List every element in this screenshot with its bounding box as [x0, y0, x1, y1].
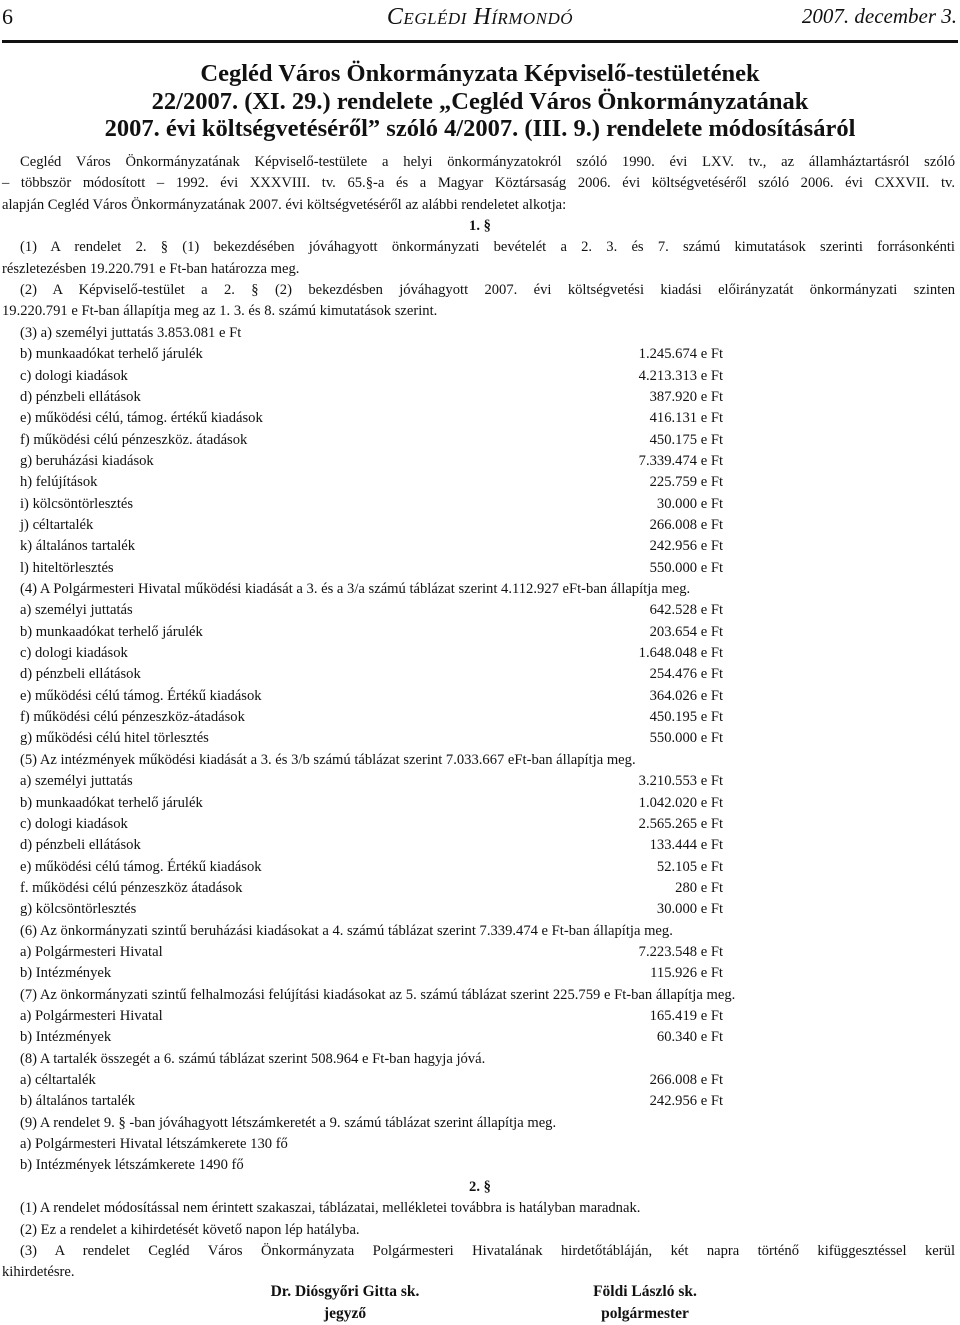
item-amount: 266.008 e Ft [649, 1072, 723, 1089]
line-text: b) Intézmények létszámkerete 1490 fő [20, 1157, 244, 1174]
line-text: (2) A Képviselő-testület a 2. § (2) bekezdésben jóváhagyott 2007. évi költségvetési kiadási előirányzatát önkormányzati szinten [20, 282, 955, 299]
item-label: e) működési célú támog. Értékű kiadások [20, 687, 262, 704]
text-line [20, 985, 955, 1006]
budget-item [20, 835, 723, 856]
item-amount: 1.042.020 e Ft [638, 794, 723, 811]
item-label: a) személyi juttatás [20, 773, 133, 790]
budget-item [20, 558, 723, 579]
text-line [20, 152, 955, 173]
text-line [20, 1198, 955, 1219]
budget-item [20, 536, 723, 557]
masthead: Ceglédi Hírmondó [386, 4, 574, 30]
item-label: c) dologi kiadások [20, 367, 128, 384]
item-amount: 280 e Ft [675, 879, 723, 896]
budget-item [20, 387, 723, 408]
budget-item [20, 643, 723, 664]
item-label: b) munkaadókat terhelő járulék [20, 346, 203, 363]
budget-item [20, 963, 723, 984]
line-text: (3) A rendelet Cegléd Város Önkormányzata Polgármesteri Hivatalának hirdetőtábláján, két napra történő kifüggesztéssel kerül [20, 1242, 955, 1259]
item-label: h) felújítások [20, 474, 98, 491]
section-heading [0, 216, 960, 237]
item-label: f) működési célú pénzeszköz. átadások [20, 431, 248, 448]
item-amount: 450.195 e Ft [649, 709, 723, 726]
text-line [20, 323, 955, 344]
item-label: d) pénzbeli ellátások [20, 837, 141, 854]
item-amount: 387.920 e Ft [649, 388, 723, 405]
text-line [20, 921, 955, 942]
item-amount: 203.654 e Ft [649, 623, 723, 640]
item-label: i) kölcsöntörlesztés [20, 495, 134, 512]
line-text: – többször módosított – 1992. évi XXXVIII. tv. 65.§-a és a Magyar Köztársaság 2006. évi költségvetéséről szóló 2006. évi CXXVII. tv. [2, 175, 955, 192]
text-line [20, 1113, 955, 1134]
item-amount: 254.476 e Ft [649, 666, 723, 683]
item-amount: 30.000 e Ft [656, 495, 723, 512]
budget-item [20, 728, 723, 749]
item-amount: 30.000 e Ft [656, 901, 723, 918]
item-label: b) munkaadókat terhelő járulék [20, 794, 203, 811]
item-amount: 52.105 e Ft [656, 858, 723, 875]
item-label: e) működési célú, támog. értékű kiadások [20, 410, 263, 427]
item-amount: 60.340 e Ft [656, 1029, 723, 1046]
item-label: g) kölcsöntörlesztés [20, 901, 137, 918]
item-amount: 450.175 e Ft [649, 431, 723, 448]
line-text: a) Polgármesteri Hivatal létszámkerete 130 fő [20, 1136, 288, 1153]
text-line [20, 1049, 955, 1070]
item-amount: 225.759 e Ft [649, 474, 723, 491]
item-amount: 3.210.553 e Ft [638, 773, 723, 790]
text-line [20, 237, 955, 258]
line-text: (5) Az intézmények működési kiadását a 3. és 3/b számú táblázat szerint 7.033.667 eFt-ban állapítja meg. [20, 751, 636, 768]
signature-name: Földi László sk. [593, 1283, 697, 1300]
item-label: b) Intézmények [20, 1029, 112, 1046]
item-label: b) általános tartalék [20, 1093, 136, 1110]
text-line [20, 579, 955, 600]
signature-mayor [540, 1281, 750, 1325]
item-label: b) Intézmények [20, 965, 112, 982]
budget-item [20, 1091, 723, 1112]
item-amount: 242.956 e Ft [649, 1093, 723, 1110]
title-line: Cegléd Város Önkormányzata Képviselő-testületének [200, 60, 760, 87]
item-label: k) általános tartalék [20, 538, 136, 555]
budget-item [20, 793, 723, 814]
item-amount: 2.565.265 e Ft [638, 815, 723, 832]
item-label: f) működési célú pénzeszköz-átadások [20, 709, 245, 726]
signature-notary [230, 1281, 460, 1325]
text-line [2, 259, 955, 280]
budget-item [20, 622, 723, 643]
issue-date: 2007. december 3. [801, 4, 957, 28]
line-text: (7) Az önkormányzati szintű felhalmozási felújítási kiadásokat az 5. számú táblázat szerint 225.759 e Ft-ban állapítja meg. [20, 986, 736, 1003]
line-text: 19.220.791 e Ft-ban állapítja meg az 1. 3. és 8. számú kimutatások szerint. [2, 303, 438, 320]
item-amount: 1.245.674 e Ft [638, 346, 723, 363]
item-label: e) működési célú támog. Értékű kiadások [20, 858, 262, 875]
item-label: d) pénzbeli ellátások [20, 666, 141, 683]
line-text: 1. § [469, 218, 491, 235]
text-line [2, 301, 955, 322]
budget-item [20, 472, 723, 493]
text-line [2, 173, 955, 194]
item-amount: 7.339.474 e Ft [638, 452, 723, 469]
signature-role: polgármester [601, 1305, 689, 1322]
budget-item [20, 664, 723, 685]
signature-name: Dr. Diósgyőri Gitta sk. [270, 1283, 420, 1300]
budget-item [20, 878, 723, 899]
line-text: kihirdetésre. [2, 1264, 75, 1281]
item-label: c) dologi kiadások [20, 645, 128, 662]
signature-role: jegyző [323, 1305, 367, 1322]
item-label: a) Polgármesteri Hivatal [20, 943, 163, 960]
item-amount: 4.213.313 e Ft [638, 367, 723, 384]
budget-item [20, 814, 723, 835]
item-amount: 550.000 e Ft [649, 730, 723, 747]
line-text: (4) A Polgármesteri Hivatal működési kiadását a 3. és a 3/a számú táblázat szerint 4.112.927 eFt-ban állapítja meg. [20, 581, 691, 597]
text-line [20, 1220, 955, 1241]
page-header [0, 4, 960, 34]
title-line: 2007. évi költségvetéséről” szóló 4/2007. (III. 9.) rendelete módosításáról [104, 115, 856, 142]
item-label: f. működési célú pénzeszköz átadások [20, 879, 243, 896]
text-line [20, 280, 955, 301]
budget-item [20, 430, 723, 451]
title-line: 22/2007. (XI. 29.) rendelete „Cegléd Város Önkormányzatának [151, 87, 809, 115]
budget-item [20, 707, 723, 728]
item-amount: 364.026 e Ft [649, 687, 723, 704]
item-label: a) személyi juttatás [20, 602, 133, 619]
item-amount: 1.648.048 e Ft [638, 645, 723, 662]
budget-item [20, 366, 723, 387]
item-amount: 242.956 e Ft [649, 538, 723, 555]
budget-item [20, 899, 723, 920]
item-label: a) céltartalék [20, 1072, 96, 1089]
budget-item [20, 1027, 723, 1048]
item-label: l) hiteltörlesztés [20, 559, 114, 576]
text-line [20, 1155, 955, 1176]
header-rule [2, 40, 958, 43]
item-amount: 165.419 e Ft [649, 1008, 723, 1024]
item-label: g) működési célú hitel törlesztés [20, 730, 209, 747]
line-text: részletezésben 19.220.791 e Ft-ban határozza meg. [2, 260, 300, 277]
item-amount: 416.131 e Ft [649, 410, 723, 427]
text-line [20, 750, 955, 771]
item-amount: 642.528 e Ft [649, 602, 723, 619]
budget-item [20, 1006, 723, 1027]
line-text: (2) Ez a rendelet a kihirdetését követő napon lép hatályba. [20, 1221, 360, 1238]
line-text: (9) A rendelet 9. § -ban jóváhagyott létszámkeretét a 9. számú táblázat szerint állapítja meg. [20, 1114, 557, 1131]
line-text: alapján Cegléd Város Önkormányzatának 2007. évi költségvetéséről az alábbi rendeletet alkotja: [2, 196, 567, 213]
budget-item [20, 686, 723, 707]
budget-item [20, 494, 723, 515]
item-amount: 266.008 e Ft [649, 516, 723, 533]
text-line [20, 1241, 955, 1262]
line-text: (1) A rendelet 2. § (1) bekezdésében jóváhagyott önkormányzati bevételét a 2. 3. és 7. számú kimutatások szerinti forrásonkénti [20, 239, 955, 256]
item-label: b) munkaadókat terhelő járulék [20, 623, 203, 640]
line-text: 2. § [469, 1178, 491, 1195]
budget-item [20, 451, 723, 472]
item-amount: 550.000 e Ft [649, 559, 723, 576]
item-amount: 115.926 e Ft [650, 965, 723, 982]
item-amount: 133.444 e Ft [649, 837, 723, 854]
item-label: d) pénzbeli ellátások [20, 388, 141, 405]
line-text: (8) A tartalék összegét a 6. számú táblázat szerint 508.964 e Ft-ban hagyja jóvá. [20, 1050, 486, 1067]
budget-item [20, 857, 723, 878]
budget-item [20, 515, 723, 536]
item-amount: 7.223.548 e Ft [638, 943, 723, 960]
item-label: g) beruházási kiadások [20, 452, 154, 469]
text-line [2, 195, 955, 216]
page-number: 6 [2, 4, 13, 29]
article-title [0, 60, 960, 143]
budget-item [20, 942, 723, 963]
budget-item [20, 1070, 723, 1091]
budget-item [20, 600, 723, 621]
section-heading [0, 1177, 960, 1198]
budget-item [20, 344, 723, 365]
budget-item [20, 408, 723, 429]
text-line [20, 1134, 955, 1155]
item-label: a) Polgármesteri Hivatal [20, 1008, 163, 1024]
budget-item [20, 771, 723, 792]
line-text: Cegléd Város Önkormányzatának Képviselő-testülete a helyi önkormányzatokról szóló 1990. évi LXV. tv., az államháztartásról szóló [20, 154, 955, 170]
line-text: (6) Az önkormányzati szintű beruházási kiadásokat a 4. számú táblázat szerint 7.339.474 e Ft-ban állapítja meg. [20, 922, 673, 939]
text-line [2, 1262, 955, 1283]
item-label: j) céltartalék [20, 516, 94, 533]
item-label: c) dologi kiadások [20, 815, 128, 832]
line-text: (1) A rendelet módosítással nem érintett szakaszai, táblázatai, mellékletei továbbra is hatályban maradnak. [20, 1200, 641, 1217]
line-text: (3) a) személyi juttatás 3.853.081 e Ft [20, 324, 242, 341]
